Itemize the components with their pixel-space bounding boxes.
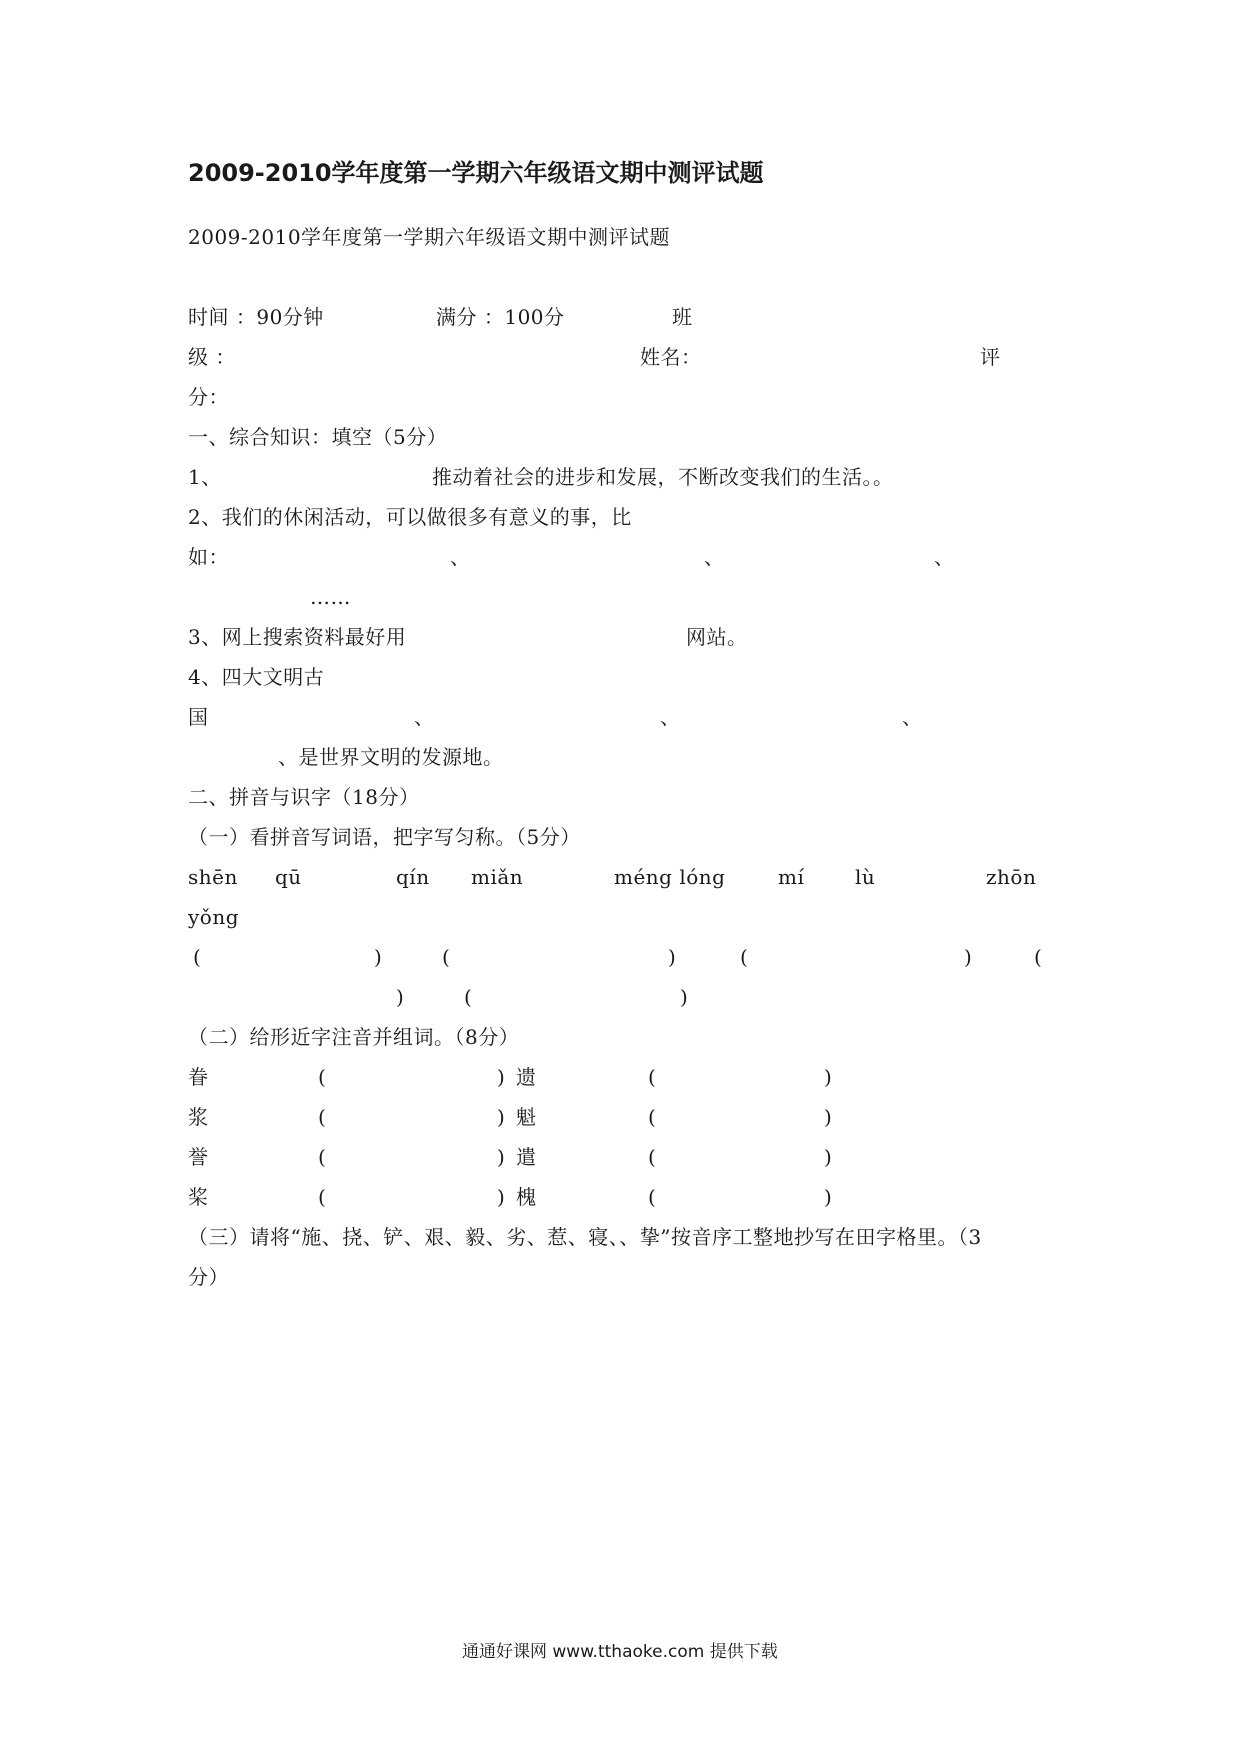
paren-open: ( bbox=[648, 1185, 657, 1209]
similar-char-left: 桨 bbox=[188, 1185, 209, 1209]
similar-char-left: 浆 bbox=[188, 1105, 209, 1129]
q4-end: 、是世界文明的发源地。 bbox=[278, 745, 504, 769]
q3-end: 网站。 bbox=[686, 625, 748, 649]
section2-heading: 二、拼音与识字（18分） bbox=[188, 785, 420, 809]
paren-open: ( bbox=[464, 985, 473, 1009]
q2-separator-1: 、 bbox=[450, 545, 471, 569]
paren-open: ( bbox=[648, 1105, 657, 1129]
paren-close: ) bbox=[668, 945, 677, 969]
q2-text: 2、我们的休闲活动，可以做很多有意义的事，比 bbox=[188, 505, 632, 529]
part3-text: （三）请将“施、挠、铲、艰、毅、劣、惹、寝、、挚”按音序工整地抄写在田字格里。（3 bbox=[188, 1225, 982, 1249]
paren-close: ) bbox=[964, 945, 973, 969]
paren-open: ( bbox=[193, 945, 202, 969]
similar-char-right: 遗 bbox=[516, 1065, 537, 1089]
document-title: 2009-2010学年度第一学期六年级语文期中测评试题 bbox=[188, 159, 764, 187]
paren-open: ( bbox=[442, 945, 451, 969]
paren-close: ) bbox=[497, 1145, 506, 1169]
class-label-part2: 级 ： bbox=[188, 345, 236, 369]
paren-open: ( bbox=[740, 945, 749, 969]
pinyin-item: miǎn bbox=[471, 865, 524, 889]
paren-close: ) bbox=[680, 985, 689, 1009]
document-subtitle: 2009-2010学年度第一学期六年级语文期中测评试题 bbox=[188, 225, 671, 249]
score-label-part2: 分： bbox=[188, 385, 229, 409]
pinyin-item: zhōn bbox=[986, 865, 1037, 889]
paren-close: ) bbox=[396, 985, 405, 1009]
paren-close: ) bbox=[497, 1065, 506, 1089]
section1-heading: 一、综合知识：填空（5分） bbox=[188, 425, 448, 449]
part2-heading: （二）给形近字注音并组词。（8分） bbox=[188, 1025, 520, 1049]
exam-time: 时间 ：90分钟 bbox=[188, 305, 324, 329]
q2-line2: 如： bbox=[188, 545, 229, 569]
exam-full-score: 满分 ：100分 bbox=[436, 305, 565, 329]
paren-close: ) bbox=[497, 1185, 506, 1209]
score-label-part1: 评 bbox=[980, 345, 1001, 369]
pinyin-item: méng lóng bbox=[614, 865, 726, 889]
similar-char-right: 遣 bbox=[516, 1145, 537, 1169]
name-label: 姓名： bbox=[640, 345, 702, 369]
pinyin-item: mí bbox=[778, 865, 805, 889]
paren-close: ) bbox=[497, 1105, 506, 1129]
footer-credit: 通通好课网 www.tthaoke.com 提供下载 bbox=[462, 1642, 778, 1662]
q1-text: 推动着社会的进步和发展，不断改变我们的生活。。 bbox=[432, 465, 894, 489]
q2-separator-2: 、 bbox=[704, 545, 725, 569]
q4-text: 4、四大文明古 bbox=[188, 665, 325, 689]
paren-open: ( bbox=[318, 1145, 327, 1169]
q2-ellipsis: …… bbox=[310, 585, 351, 609]
pinyin-item: yǒng bbox=[188, 905, 240, 929]
q4-separator-2: 、 bbox=[660, 705, 681, 729]
part3-text-line2: 分） bbox=[188, 1265, 229, 1289]
pinyin-item: qín bbox=[396, 865, 430, 889]
similar-char-right: 魁 bbox=[516, 1105, 537, 1129]
paren-open: ( bbox=[318, 1105, 327, 1129]
similar-char-left: 誉 bbox=[188, 1145, 209, 1169]
q1-number: 1、 bbox=[188, 465, 222, 489]
q4-line2: 国 bbox=[188, 705, 209, 729]
paren-open: ( bbox=[648, 1065, 657, 1089]
paren-close: ) bbox=[824, 1145, 833, 1169]
class-label-part1: 班 bbox=[672, 305, 693, 329]
q4-separator-3: 、 bbox=[902, 705, 923, 729]
paren-close: ) bbox=[824, 1185, 833, 1209]
q3-text: 3、网上搜索资料最好用 bbox=[188, 625, 407, 649]
paren-open: ( bbox=[1034, 945, 1043, 969]
pinyin-item: shēn bbox=[188, 865, 238, 889]
pinyin-item: lù bbox=[855, 865, 876, 889]
q4-separator-1: 、 bbox=[414, 705, 435, 729]
paren-close: ) bbox=[824, 1065, 833, 1089]
part1-heading: （一）看拼音写词语，把字写匀称。（5分） bbox=[188, 825, 581, 849]
paren-open: ( bbox=[318, 1185, 327, 1209]
paren-close: ) bbox=[824, 1105, 833, 1129]
paren-open: ( bbox=[648, 1145, 657, 1169]
similar-char-left: 眷 bbox=[188, 1065, 209, 1089]
similar-char-right: 槐 bbox=[516, 1185, 537, 1209]
paren-open: ( bbox=[318, 1065, 327, 1089]
q2-separator-3: 、 bbox=[934, 545, 955, 569]
pinyin-item: qū bbox=[275, 865, 302, 889]
paren-close: ) bbox=[374, 945, 383, 969]
